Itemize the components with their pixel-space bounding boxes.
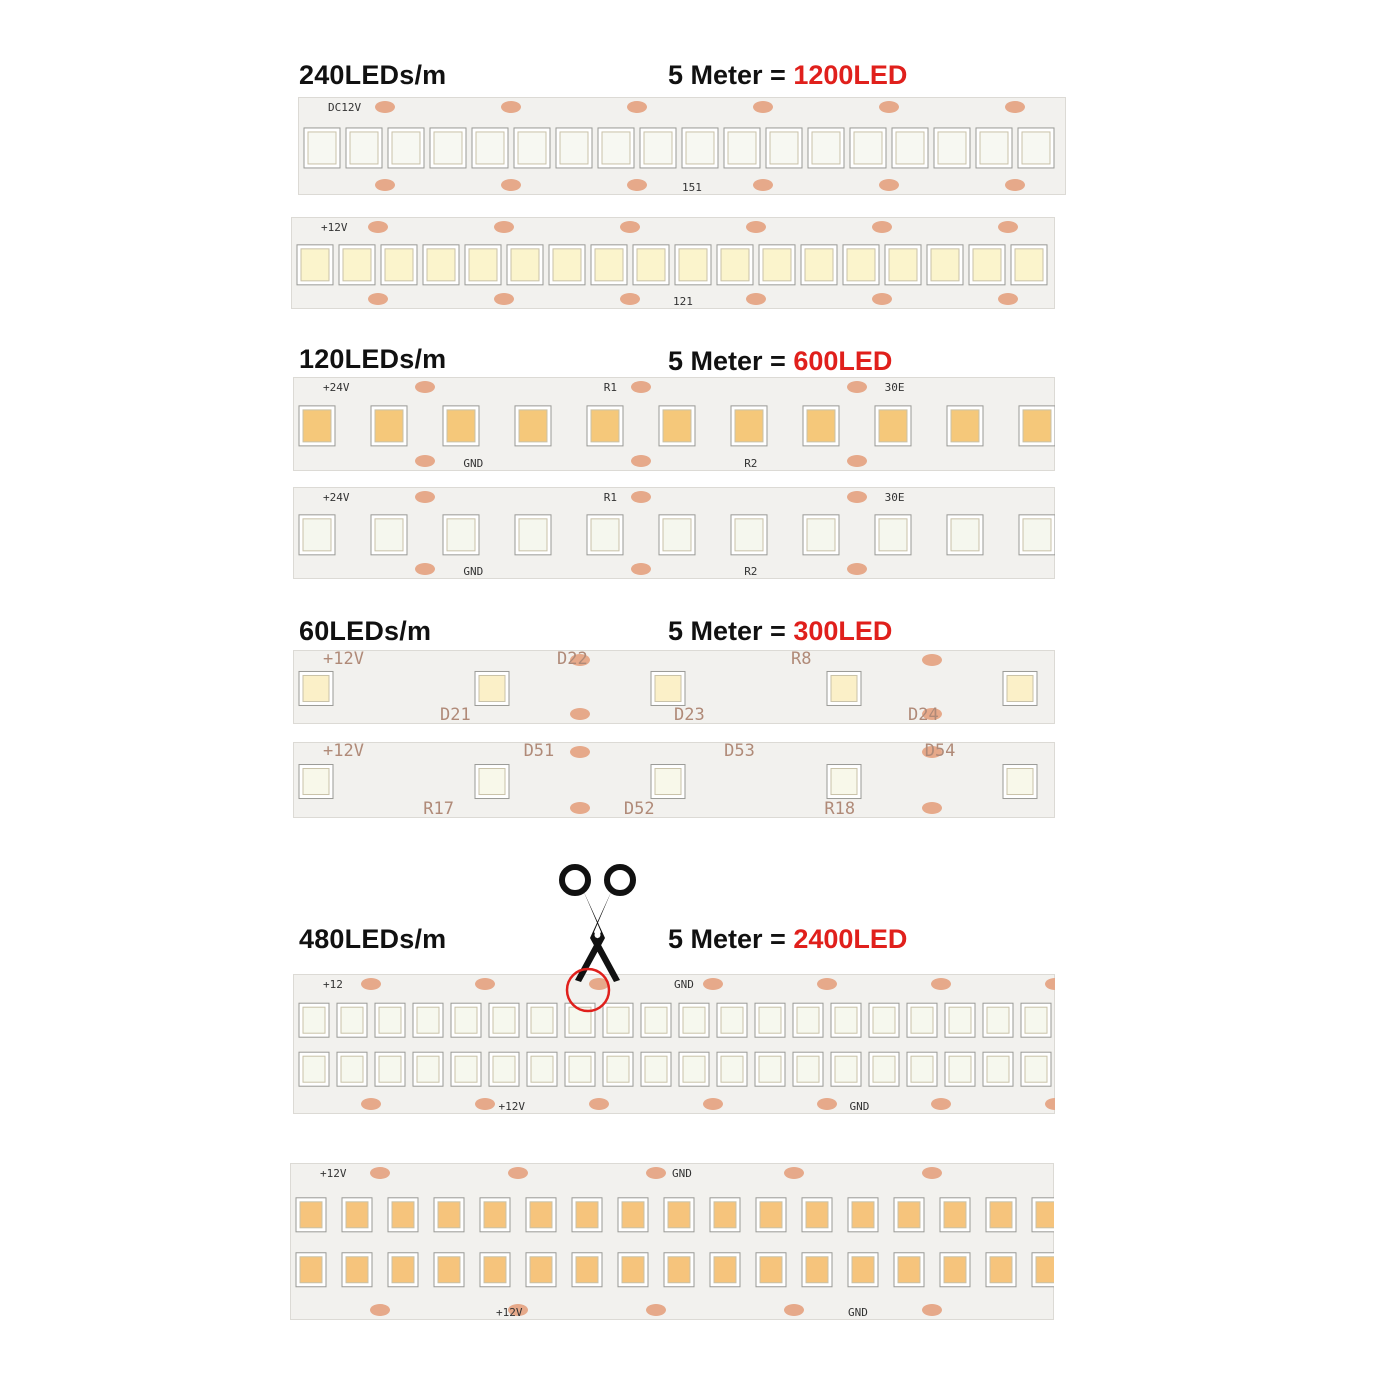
led-chip <box>556 128 592 168</box>
led-chip <box>947 515 983 555</box>
silkscreen-label: R2 <box>744 457 758 470</box>
silkscreen-label: D53 <box>724 742 755 761</box>
led-chip <box>381 245 417 285</box>
led-chip <box>413 1003 443 1037</box>
silkscreen-label: D51 <box>523 742 555 761</box>
led-chip <box>947 406 983 446</box>
led-chip <box>465 245 501 285</box>
led-chip <box>451 1003 481 1037</box>
total-count: 2400LED <box>793 924 908 954</box>
led-chip <box>969 245 1005 285</box>
total-count: 600LED <box>793 346 893 376</box>
led-chip <box>527 1052 557 1086</box>
led-chip <box>731 515 767 555</box>
led-chip <box>299 1003 329 1037</box>
led-chip <box>1003 765 1037 799</box>
led-chip <box>986 1253 1016 1287</box>
led-chip <box>759 245 795 285</box>
led-chip <box>802 1253 832 1287</box>
silkscreen-label: D52 <box>623 799 655 818</box>
solder-pad <box>847 381 867 467</box>
led-chip <box>983 1003 1013 1037</box>
led-chip <box>413 1052 443 1086</box>
led-chip <box>831 1003 861 1037</box>
led-chip <box>371 406 407 446</box>
solder-pad <box>817 978 837 1110</box>
led-chip <box>388 128 424 168</box>
led-chip <box>515 515 551 555</box>
led-chip <box>299 765 333 799</box>
led-chip <box>940 1253 970 1287</box>
silkscreen-label: D24 <box>908 705 939 724</box>
led-chip <box>451 1052 481 1086</box>
led-chip <box>731 406 767 446</box>
led-chip <box>339 245 375 285</box>
silkscreen-label: R1 <box>603 491 618 504</box>
led-strip-photo <box>293 742 1055 818</box>
led-chip <box>875 406 911 446</box>
solder-pad <box>1045 978 1055 1110</box>
total-prefix: 5 Meter = <box>668 616 794 646</box>
led-chip <box>1021 1052 1051 1086</box>
silkscreen-label: GND <box>849 1100 870 1113</box>
led-chip <box>664 1253 694 1287</box>
led-strip-photo <box>293 974 1055 1114</box>
led-chip <box>827 765 861 799</box>
led-chip <box>388 1253 418 1287</box>
silkscreen-label: +12V <box>498 1100 525 1113</box>
total-count: 300LED <box>793 616 893 646</box>
total-label <box>668 60 907 91</box>
led-chip <box>480 1253 510 1287</box>
led-chip <box>423 245 459 285</box>
led-chip <box>603 1052 633 1086</box>
led-chip <box>572 1253 602 1287</box>
silkscreen-label: R18 <box>824 799 856 818</box>
led-strip-photo <box>290 1163 1054 1320</box>
silkscreen-label: R1 <box>603 381 618 394</box>
solder-pad <box>931 978 951 1110</box>
led-chip <box>675 245 711 285</box>
led-chip <box>850 128 886 168</box>
led-chip <box>894 1253 924 1287</box>
solder-pad <box>631 491 651 575</box>
density-label: 120LEDs/m <box>299 344 447 374</box>
led-chip <box>907 1052 937 1086</box>
led-chip <box>475 671 509 705</box>
solder-pad <box>415 491 435 575</box>
led-chip <box>296 1198 326 1232</box>
led-chip <box>848 1253 878 1287</box>
led-chip <box>986 1198 1016 1232</box>
led-chip <box>659 406 695 446</box>
led-strip-photo <box>293 650 1055 724</box>
led-chip <box>801 245 837 285</box>
led-chip <box>430 128 466 168</box>
led-chip <box>875 515 911 555</box>
led-chip <box>793 1052 823 1086</box>
led-chip <box>766 128 802 168</box>
led-chip <box>793 1003 823 1037</box>
solder-pad <box>784 1167 804 1316</box>
led-chip <box>710 1198 740 1232</box>
led-chip <box>375 1052 405 1086</box>
led-chip <box>983 1052 1013 1086</box>
led-chip <box>572 1198 602 1232</box>
led-chip <box>434 1198 464 1232</box>
led-chip <box>976 128 1012 168</box>
silkscreen-label: GND <box>848 1306 868 1319</box>
led-chip <box>892 128 928 168</box>
led-chip <box>342 1253 372 1287</box>
solder-pad <box>570 746 590 814</box>
led-chip <box>342 1198 372 1232</box>
led-chip <box>514 128 550 168</box>
led-chip <box>945 1003 975 1037</box>
led-chip <box>679 1003 709 1037</box>
led-chip <box>945 1052 975 1086</box>
silkscreen-label: +12V <box>323 650 364 669</box>
solder-pad <box>646 1167 666 1316</box>
solder-pad <box>922 1167 942 1316</box>
silkscreen-label: GND <box>463 457 484 470</box>
density-label: 60LEDs/m <box>299 616 432 646</box>
led-chip <box>659 515 695 555</box>
led-chip <box>940 1198 970 1232</box>
led-chip <box>869 1003 899 1037</box>
solder-pad <box>415 381 435 467</box>
led-chip <box>587 515 623 555</box>
led-chip <box>337 1003 367 1037</box>
led-chip <box>651 765 685 799</box>
led-chip <box>755 1052 785 1086</box>
led-chip <box>443 406 479 446</box>
silkscreen-label: 121 <box>673 295 693 308</box>
cut-point-circle-icon <box>560 965 616 1015</box>
led-chip <box>472 128 508 168</box>
led-chip <box>489 1052 519 1086</box>
silkscreen-label: 30E <box>884 381 905 394</box>
led-chip <box>843 245 879 285</box>
led-chip <box>299 671 333 705</box>
led-chip <box>682 128 718 168</box>
led-chip <box>1032 1253 1054 1287</box>
led-chip <box>527 1003 557 1037</box>
led-chip <box>443 515 479 555</box>
density-label: 240LEDs/m <box>299 60 447 90</box>
led-chip <box>1003 671 1037 705</box>
led-chip <box>297 245 333 285</box>
led-chip <box>526 1253 556 1287</box>
led-chip <box>1019 406 1055 446</box>
silkscreen-label: R17 <box>423 799 455 818</box>
silkscreen-label: +12V <box>320 1167 347 1180</box>
led-chip <box>1021 1003 1051 1037</box>
led-chip <box>434 1253 464 1287</box>
total-label <box>668 346 892 377</box>
led-chip <box>934 128 970 168</box>
total-prefix: 5 Meter = <box>668 924 794 954</box>
led-chip <box>803 406 839 446</box>
density-label: 480LEDs/m <box>299 924 447 954</box>
led-chip <box>1019 515 1055 555</box>
led-chip <box>651 671 685 705</box>
solder-pad <box>847 491 867 575</box>
total-label <box>668 616 892 647</box>
led-chip <box>618 1253 648 1287</box>
led-chip <box>480 1198 510 1232</box>
led-chip <box>755 1003 785 1037</box>
silkscreen-label: D23 <box>674 705 705 724</box>
solder-pad <box>370 1167 390 1316</box>
led-chip <box>618 1198 648 1232</box>
led-chip <box>475 765 509 799</box>
total-prefix: 5 Meter = <box>668 60 794 90</box>
led-chip <box>388 1198 418 1232</box>
led-strip-photo <box>293 487 1055 579</box>
led-strip-photo <box>291 217 1055 309</box>
silkscreen-label: +12V <box>321 221 348 234</box>
led-chip <box>803 515 839 555</box>
silkscreen-label: 30E <box>884 491 905 504</box>
led-chip <box>1032 1198 1054 1232</box>
led-chip <box>927 245 963 285</box>
led-chip <box>507 245 543 285</box>
silkscreen-label: D22 <box>557 650 588 669</box>
solder-pad <box>631 381 651 467</box>
led-chip <box>591 245 627 285</box>
led-chip <box>717 1052 747 1086</box>
led-chip <box>827 671 861 705</box>
total-label <box>668 924 907 955</box>
led-chip <box>526 1198 556 1232</box>
led-chip <box>565 1052 595 1086</box>
led-chip <box>640 128 676 168</box>
led-chip <box>802 1198 832 1232</box>
led-chip <box>375 1003 405 1037</box>
led-chip <box>869 1052 899 1086</box>
led-chip <box>549 245 585 285</box>
solder-pad <box>508 1167 528 1316</box>
led-chip <box>664 1198 694 1232</box>
silkscreen-label: +24V <box>323 491 350 504</box>
silkscreen-label: D21 <box>440 705 471 724</box>
led-chip <box>641 1003 671 1037</box>
led-chip <box>299 406 335 446</box>
led-chip <box>489 1003 519 1037</box>
led-chip <box>633 245 669 285</box>
led-chip <box>1011 245 1047 285</box>
silkscreen-label: 151 <box>682 181 702 194</box>
led-chip <box>885 245 921 285</box>
led-chip <box>1018 128 1054 168</box>
silkscreen-label: D54 <box>924 742 956 761</box>
led-chip <box>907 1003 937 1037</box>
solder-pad <box>361 978 381 1110</box>
silkscreen-label: +12V <box>323 742 364 761</box>
silkscreen-label: +12 <box>323 978 343 991</box>
silkscreen-label: GND <box>674 978 694 991</box>
silkscreen-label: DC12V <box>328 101 362 114</box>
led-chip <box>848 1198 878 1232</box>
led-chip <box>337 1052 367 1086</box>
silkscreen-label: R8 <box>791 650 812 669</box>
silkscreen-label: GND <box>672 1167 692 1180</box>
led-chip <box>346 128 382 168</box>
led-chip <box>296 1253 326 1287</box>
total-prefix: 5 Meter = <box>668 346 794 376</box>
led-chip <box>756 1253 786 1287</box>
led-chip <box>831 1052 861 1086</box>
led-chip <box>299 1052 329 1086</box>
silkscreen-label: +12V <box>496 1306 523 1319</box>
led-chip <box>808 128 844 168</box>
silkscreen-label: R2 <box>744 565 758 578</box>
led-chip <box>598 128 634 168</box>
led-strip-photo <box>298 97 1066 195</box>
led-chip <box>710 1253 740 1287</box>
led-chip <box>304 128 340 168</box>
led-chip <box>756 1198 786 1232</box>
total-count: 1200LED <box>793 60 908 90</box>
solder-pad <box>703 978 723 1110</box>
silkscreen-label: GND <box>463 565 484 578</box>
led-chip <box>587 406 623 446</box>
led-chip <box>641 1052 671 1086</box>
led-chip <box>371 515 407 555</box>
led-chip <box>717 245 753 285</box>
silkscreen-label: +24V <box>323 381 350 394</box>
led-chip <box>894 1198 924 1232</box>
led-strip-photo <box>293 377 1055 471</box>
led-chip <box>679 1052 709 1086</box>
led-chip <box>515 406 551 446</box>
led-chip <box>717 1003 747 1037</box>
solder-pad <box>475 978 495 1110</box>
led-chip <box>724 128 760 168</box>
led-chip <box>299 515 335 555</box>
